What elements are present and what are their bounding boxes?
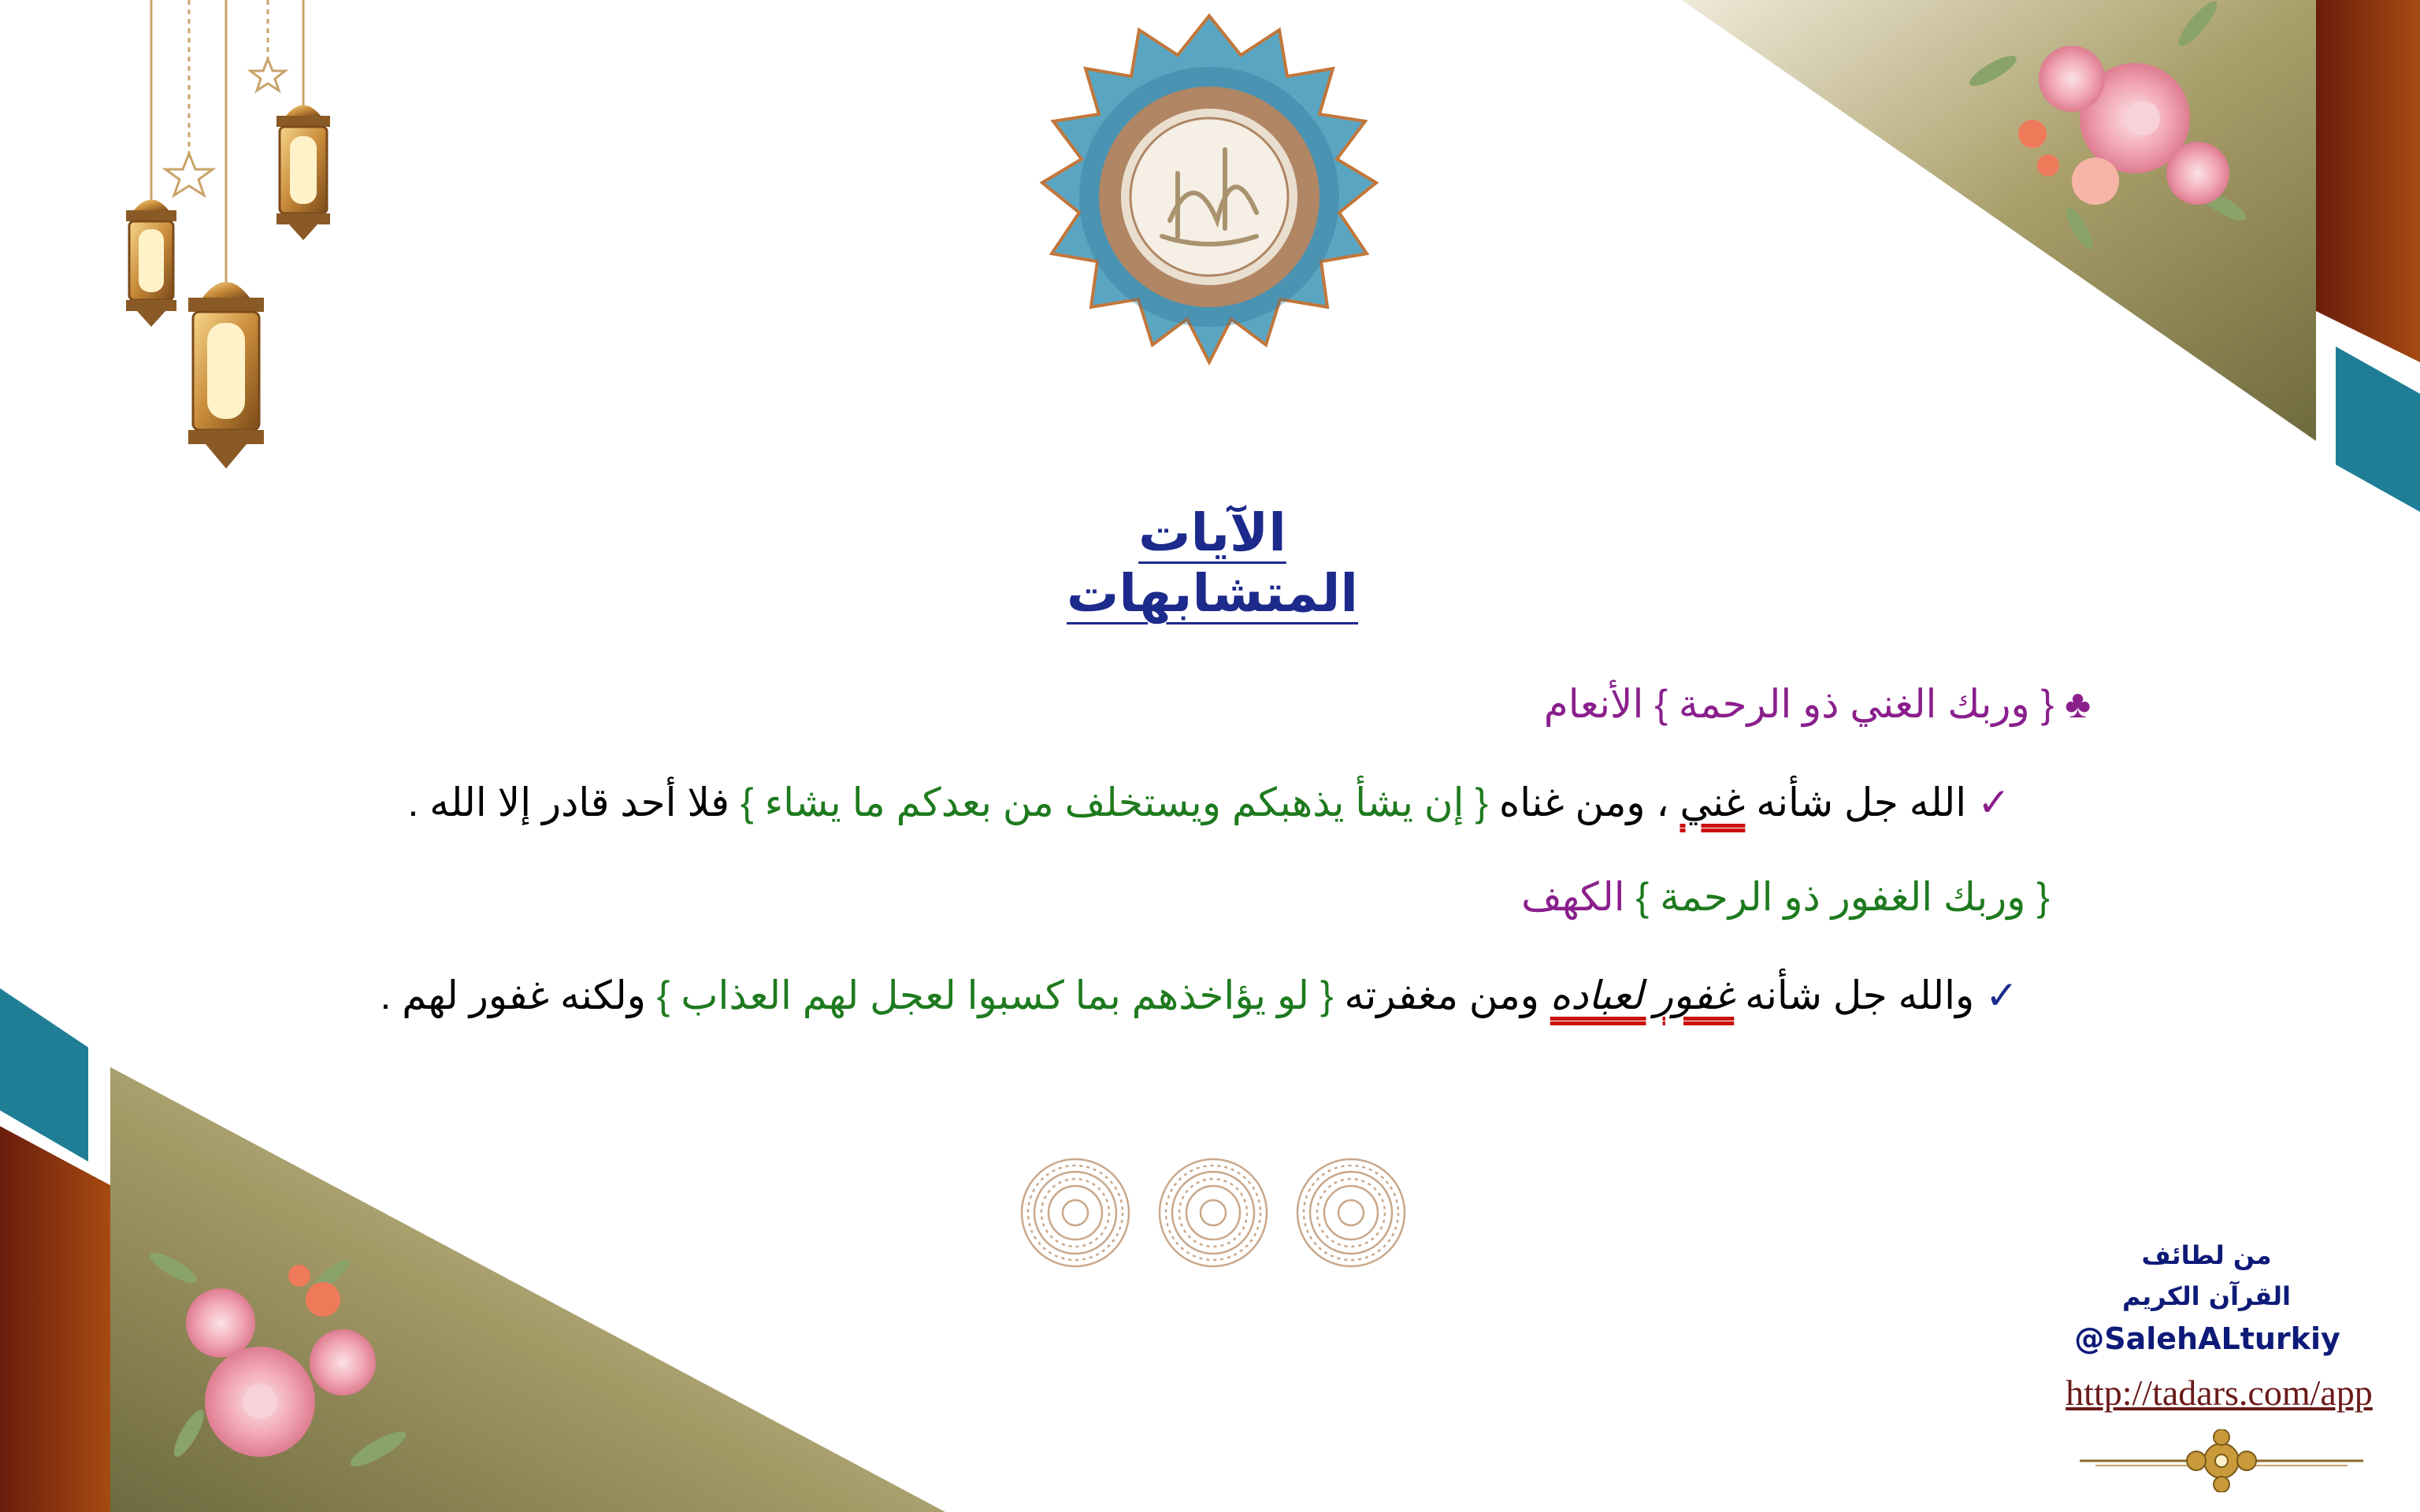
verse-quote: { وربك الغني ذو الرحمة } <box>1654 682 2054 726</box>
page-title: الآيات المتشابهات <box>1067 502 1358 624</box>
mandala-ornament-icon <box>1016 1154 1410 1272</box>
flower-bouquet-icon <box>1962 0 2261 284</box>
website-link[interactable]: http://tadars.com/app <box>2066 1373 2373 1413</box>
divider-ornament-icon <box>2072 1429 2371 1492</box>
commentary-line-2 <box>380 973 2018 1018</box>
verse-line-2 <box>1521 874 2050 920</box>
verse-quote: { لو يؤاخذهم بما كسبوا لعجل لهم العذاب } <box>656 973 1334 1017</box>
commentary-text: والله جل شأنه <box>1734 973 1975 1017</box>
surah-name: الأنعام <box>1543 682 1644 726</box>
credit-line-1: من لطائف <box>2141 1240 2272 1270</box>
verse-quote: { وربك الغفور ذو الرحمة } <box>1635 875 2050 919</box>
verse-quote: { إن يشأ يذهبكم ويستخلف من بعدكم ما يشاء } <box>740 780 1489 825</box>
twitter-handle: @SalehALturkiy <box>2074 1321 2340 1356</box>
credit-line-2: القرآن الكريم <box>2122 1281 2291 1311</box>
commentary-text: ، ومن غناه <box>1488 780 1680 825</box>
check-icon: ✓ <box>1985 973 2018 1017</box>
flower-bouquet-icon <box>142 1228 441 1512</box>
surah-name: الكهف <box>1521 875 1625 919</box>
commentary-text: ومن مغفرته <box>1333 973 1550 1017</box>
commentary-line-1 <box>408 780 2010 825</box>
club-bullet-icon: ♣ <box>2065 682 2091 726</box>
highlighted-word: غني <box>1680 780 1746 825</box>
lantern-icon <box>102 0 362 488</box>
commentary-text: الله جل شأنه <box>1745 780 1967 825</box>
commentary-text: فلا أحد قادر إلا الله . <box>407 780 740 825</box>
commentary-text: ولكنه غفور لهم . <box>380 973 657 1017</box>
quran-calligraphy-medallion-icon <box>1024 12 1394 382</box>
verse-line-1 <box>1544 681 2091 727</box>
check-icon: ✓ <box>1977 780 2010 825</box>
highlighted-word: غفور لعباده <box>1550 973 1735 1017</box>
